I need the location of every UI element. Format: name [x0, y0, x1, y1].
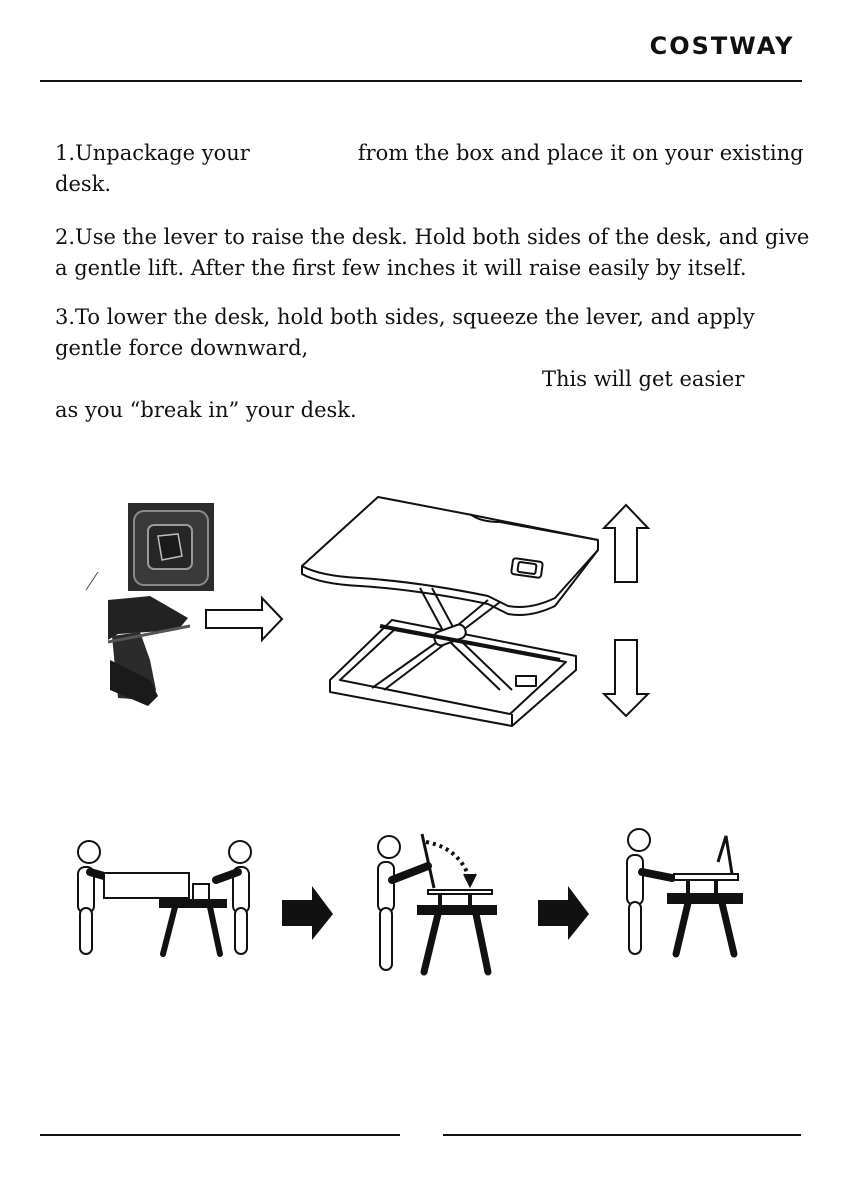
step3-line4: as you “break in” your desk.	[55, 398, 357, 422]
step2-line1: 2.Use the lever to raise the desk. Hold both sides of the desk, and give	[55, 225, 810, 249]
step1-line2: desk.	[55, 172, 112, 196]
step3-line2: gentle force downward,	[55, 336, 309, 360]
step1-text-a: 1.Unpackage your	[55, 141, 250, 165]
two-people-lifting-scene	[78, 841, 251, 954]
person-standing-scene	[627, 829, 742, 954]
person-raising-desk-scene	[378, 834, 496, 972]
brand-name: COSTWAY	[649, 32, 795, 60]
step-arrow-icon	[282, 886, 333, 940]
footer-rule-left	[40, 1134, 400, 1136]
footer-rule-right	[443, 1134, 801, 1136]
step1-text-b: from the box and place it on your existing	[357, 141, 804, 165]
step2-line2: a gentle lift. After the first few inches it will raise easily by itself.	[55, 256, 747, 280]
desk-converter-drawing	[302, 497, 598, 726]
step-arrow-icon-2	[538, 886, 589, 940]
lever-photo	[86, 503, 228, 712]
up-arrow-icon	[604, 505, 648, 582]
down-arrow-icon	[604, 640, 648, 716]
step3-line3: This will get easier	[542, 367, 745, 391]
step3-line1: 3.To lower the desk, hold both sides, squeeze the lever, and apply	[55, 305, 755, 329]
